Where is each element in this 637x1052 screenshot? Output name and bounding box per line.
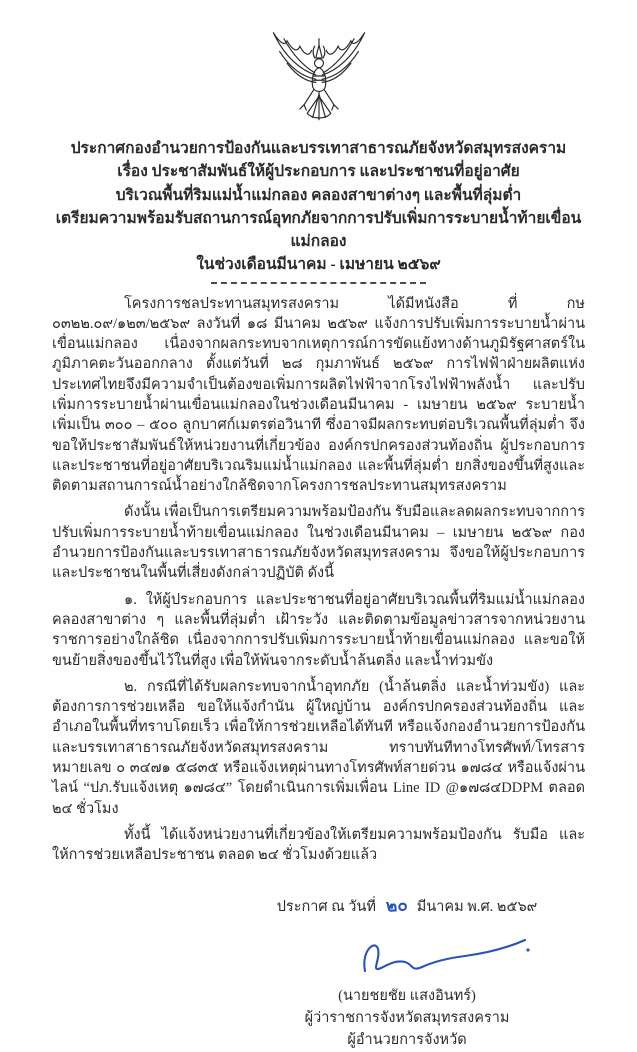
signatory-position-1: ผู้ว่าราชการจังหวัดสมุทรสงคราม <box>304 1009 510 1026</box>
title-line-5: ในช่วงเดือนมีนาคม - เมษายน ๒๕๖๙ <box>196 256 441 274</box>
paragraph-closing: ทั้งนี้ ได้แจ้งหน่วยงานที่เกี่ยวข้องให้เตรียมความพร้อมป้องกัน รับมือ และให้การช่วยเหลือประชาชน ตลอด ๒๔ ชั่วโมงด้วยแล้ว <box>52 826 585 864</box>
title-line-4: เตรียมความพร้อมรับสถานการณ์อุทกภัยจากการปรับเพิ่มการระบายน้ำท้ายเขื่อนแม่กลอง <box>55 209 582 250</box>
emblem-header <box>52 26 585 131</box>
document-body <box>52 294 585 866</box>
title-line-2: เรื่อง ประชาสัมพันธ์ให้ผู้ประกอบการ และประชาชนที่อยู่อาศัย <box>117 163 520 181</box>
dashed-divider <box>211 281 426 284</box>
garuda-emblem-icon <box>265 113 373 130</box>
title-line-1: ประกาศกองอำนวยการป้องกันและบรรเทาสาธารณภัยจังหวัดสมุทรสงคราม <box>70 140 567 157</box>
signatory-identity <box>192 985 622 1052</box>
signature-block <box>192 892 622 1052</box>
date-prefix: ประกาศ ณ วันที่ <box>276 898 376 915</box>
signatory-position-2: ผู้อำนวยการจังหวัด <box>347 1032 467 1049</box>
paragraph-directive: ดังนั้น เพื่อเป็นการเตรียมความพร้อมป้องกัน รับมือและลดผลกระทบจากการปรับเพิ่มการระบายน้ำท้ายเขื่อนแม่กลอง ในช่วงเดือนมีนาคม – เมษายน ๒๕๖๙ กองอำนวยการป้องกันและบรรเทาสาธารณภัยจังหวัดสมุทรสงคราม จึงขอให้ผู้ประกอบการ และประชาชนในพื้นที่เสี่ยงดังกล่าวปฏิบัติ ดังนี้ <box>52 504 585 582</box>
paragraph-intro: โครงการชลประทานสมุทรสงคราม ได้มีหนังสือ ที่ กษ ๐๓๒๒.๐๙/๑๒๓/๒๕๖๙ ลงวันที่ ๑๘ มีนาคม ๒๕๖๙ แจ้งการปรับเพิ่มการระบายน้ำผ่านเขื่อนแม่กลอง เนื่องจากผลกระทบจากเหตุการณ์การขัดแย้งทางด้านภูมิรัฐศาสตร์ในภูมิภาคตะวันออกกลาง ตั้งแต่วันที่ ๒๘ กุมภาพันธ์ ๒๕๖๙ การไฟฟ้าฝ่ายผลิตแห่งประเทศไทยจึงมีความจำเป็นต้องขอเพิ่มการผลิตไฟฟ้าจากโรงไฟฟ้าพลังน้ำ และปรับเพิ่มการระบายน้ำผ่านเขื่อนแม่กลองในช่วงเดือนมีนาคม - เมษายน ๒๕๖๙ ระบายน้ำเพิ่มเป็น ๓๐๐ – ๕๐๐ ลูกบาศก์เมตรต่อวินาที ซึ่งอาจมีผลกระทบต่อบริเวณพื้นที่ลุ่มต่ำ จึงขอให้ประชาสัมพันธ์ให้หน่วยงานที่เกี่ยวข้อง องค์กรปกครองส่วนท้องถิ่น ผู้ประกอบการและประชาชนที่อยู่อาศัยบริเวณริมแม่น้ำแม่กลอง และพื้นที่ลุ่มต่ำ ยกสิ่งของขึ้นที่สูงและติดตามสถานการณ์น้ำอย่างใกล้ชิดจากโครงการชลประทานสมุทรสงคราม <box>52 295 585 495</box>
document-title <box>52 137 585 277</box>
handwritten-signature <box>252 927 622 983</box>
list-item-1: ๑. ให้ผู้ประกอบการ และประชาชนที่อยู่อาศัยบริเวณพื้นที่ริมแม่น้ำแม่กลอง คลองสาขาต่าง ๆ และพื้นที่ลุ่มต่ำ เฝ้าระวัง และติดตามข้อมูลข่าวสารจากหน่วยงานราชการอย่างใกล้ชิด เนื่องจากการปรับเพิ่มการระบายน้ำท้ายเขื่อนแม่กลอง และขอให้ขนย้ายสิ่งของขึ้นไว้ในที่สูง เพื่อให้พ้นจากระดับน้ำล้นตลิ่ง และน้ำท่วมขัง <box>52 591 585 669</box>
list-item-2: ๒. กรณีที่ได้รับผลกระทบจากน้ำอุทกภัย (น้ำล้นตลิ่ง และน้ำท่วมขัง) และต้องการการช่วยเหลือ ขอให้แจ้งกำนัน ผู้ใหญ่บ้าน องค์กรปกครองส่วนท้องถิ่น และอำเภอในพื้นที่ทราบโดยเร็ว เพื่อให้การช่วยเหลือได้ทันที หรือแจ้งกองอำนวยการป้องกันและบรรเทาสาธารณภัยจังหวัดสมุทรสงคราม ทราบทันทีทางโทรศัพท์/โทรสาร หมายเลข ๐ ๓๔๗๑ ๕๘๓๕ หรือแจ้งเหตุผ่านทางโทรศัพท์สายด่วน ๑๗๘๔ หรือแจ้งผ่านไลน์ “ปภ.รับแจ้งเหตุ ๑๗๘๔” โดยดำเนินการเพิ่มเพื่อน Line ID @๑๗๘๔DDPM ตลอด ๒๔ ชั่วโมง <box>52 678 585 817</box>
announcement-date-line <box>192 892 622 919</box>
signature-ink-icon <box>337 970 537 987</box>
signatory-name: (นายชยชัย แสงอินทร์) <box>338 987 476 1004</box>
handwritten-day: ๒๐ <box>384 894 408 916</box>
date-suffix: มีนาคม พ.ศ. ๒๕๖๙ <box>416 898 538 915</box>
title-line-3: บริเวณพื้นที่ริมแม่น้ำแม่กลอง คลองสาขาต่างๆ และพื้นที่ลุ่มต่ำ <box>115 186 522 204</box>
